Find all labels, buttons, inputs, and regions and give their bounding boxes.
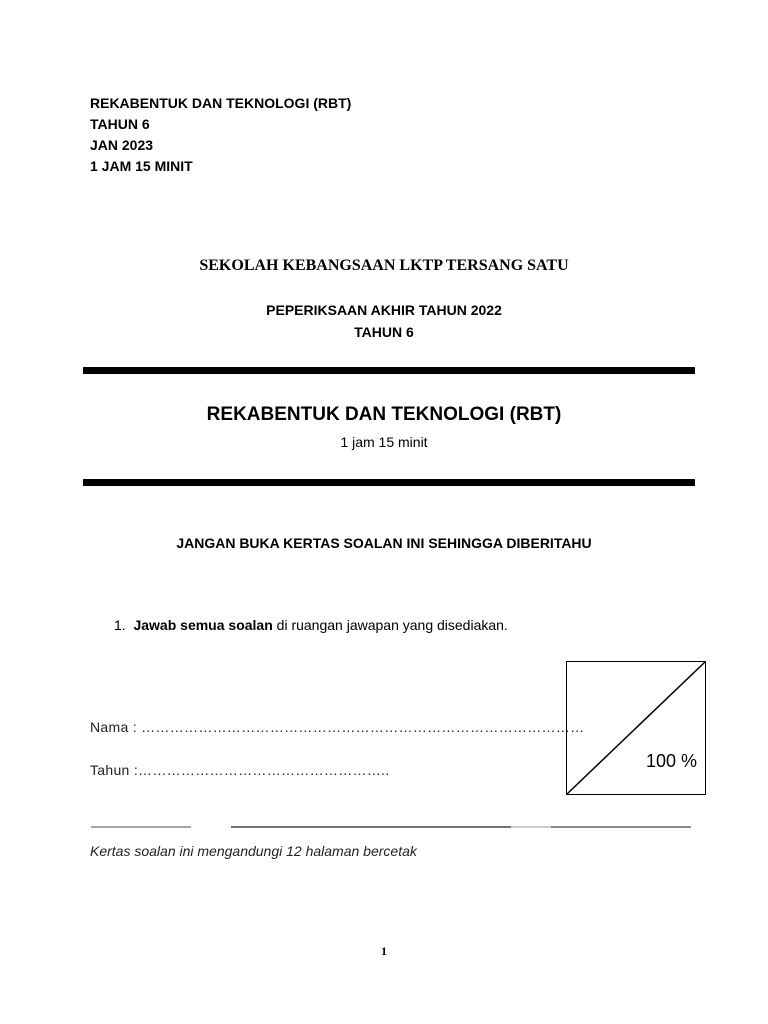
score-diagonal — [567, 662, 705, 794]
school-name: SEKOLAH KEBANGSAAN LKTP TERSANG SATU — [199, 257, 569, 274]
page-number: 1 — [381, 944, 387, 958]
exam-title: PEPERIKSAAN AKHIR TAHUN 2022 — [266, 302, 502, 318]
bottom-divider — [83, 479, 695, 486]
header-subject: REKABENTUK DAN TEKNOLOGI (RBT) — [90, 95, 352, 111]
score-box — [566, 661, 706, 795]
footer-divider — [91, 826, 691, 828]
instruction-item — [114, 617, 508, 633]
name-field[interactable]: Nama : ………………………………………………………………………………… — [90, 719, 585, 735]
subject-title: REKABENTUK DAN TEKNOLOGI (RBT) — [206, 404, 562, 425]
instruction-number: 1. — [114, 617, 126, 633]
instruction-bold: Jawab semua soalan — [133, 617, 273, 633]
year-field[interactable]: Tahun :…………………………………………….. — [90, 762, 390, 778]
score-label: 100 % — [645, 751, 697, 771]
header-year: TAHUN 6 — [90, 116, 150, 132]
instruction-text: di ruangan jawapan yang disediakan. — [272, 617, 508, 633]
page-count-note: Kertas soalan ini mengandungi 12 halaman bercetak — [90, 843, 417, 859]
header-duration: 1 JAM 15 MINIT — [90, 158, 193, 174]
top-divider — [83, 367, 695, 374]
exam-year: TAHUN 6 — [354, 324, 414, 340]
warning-notice: JANGAN BUKA KERTAS SOALAN INI SEHINGGA DIBERITAHU — [176, 535, 592, 551]
header-date: JAN 2023 — [90, 137, 154, 153]
subject-duration: 1 jam 15 minit — [340, 434, 428, 450]
